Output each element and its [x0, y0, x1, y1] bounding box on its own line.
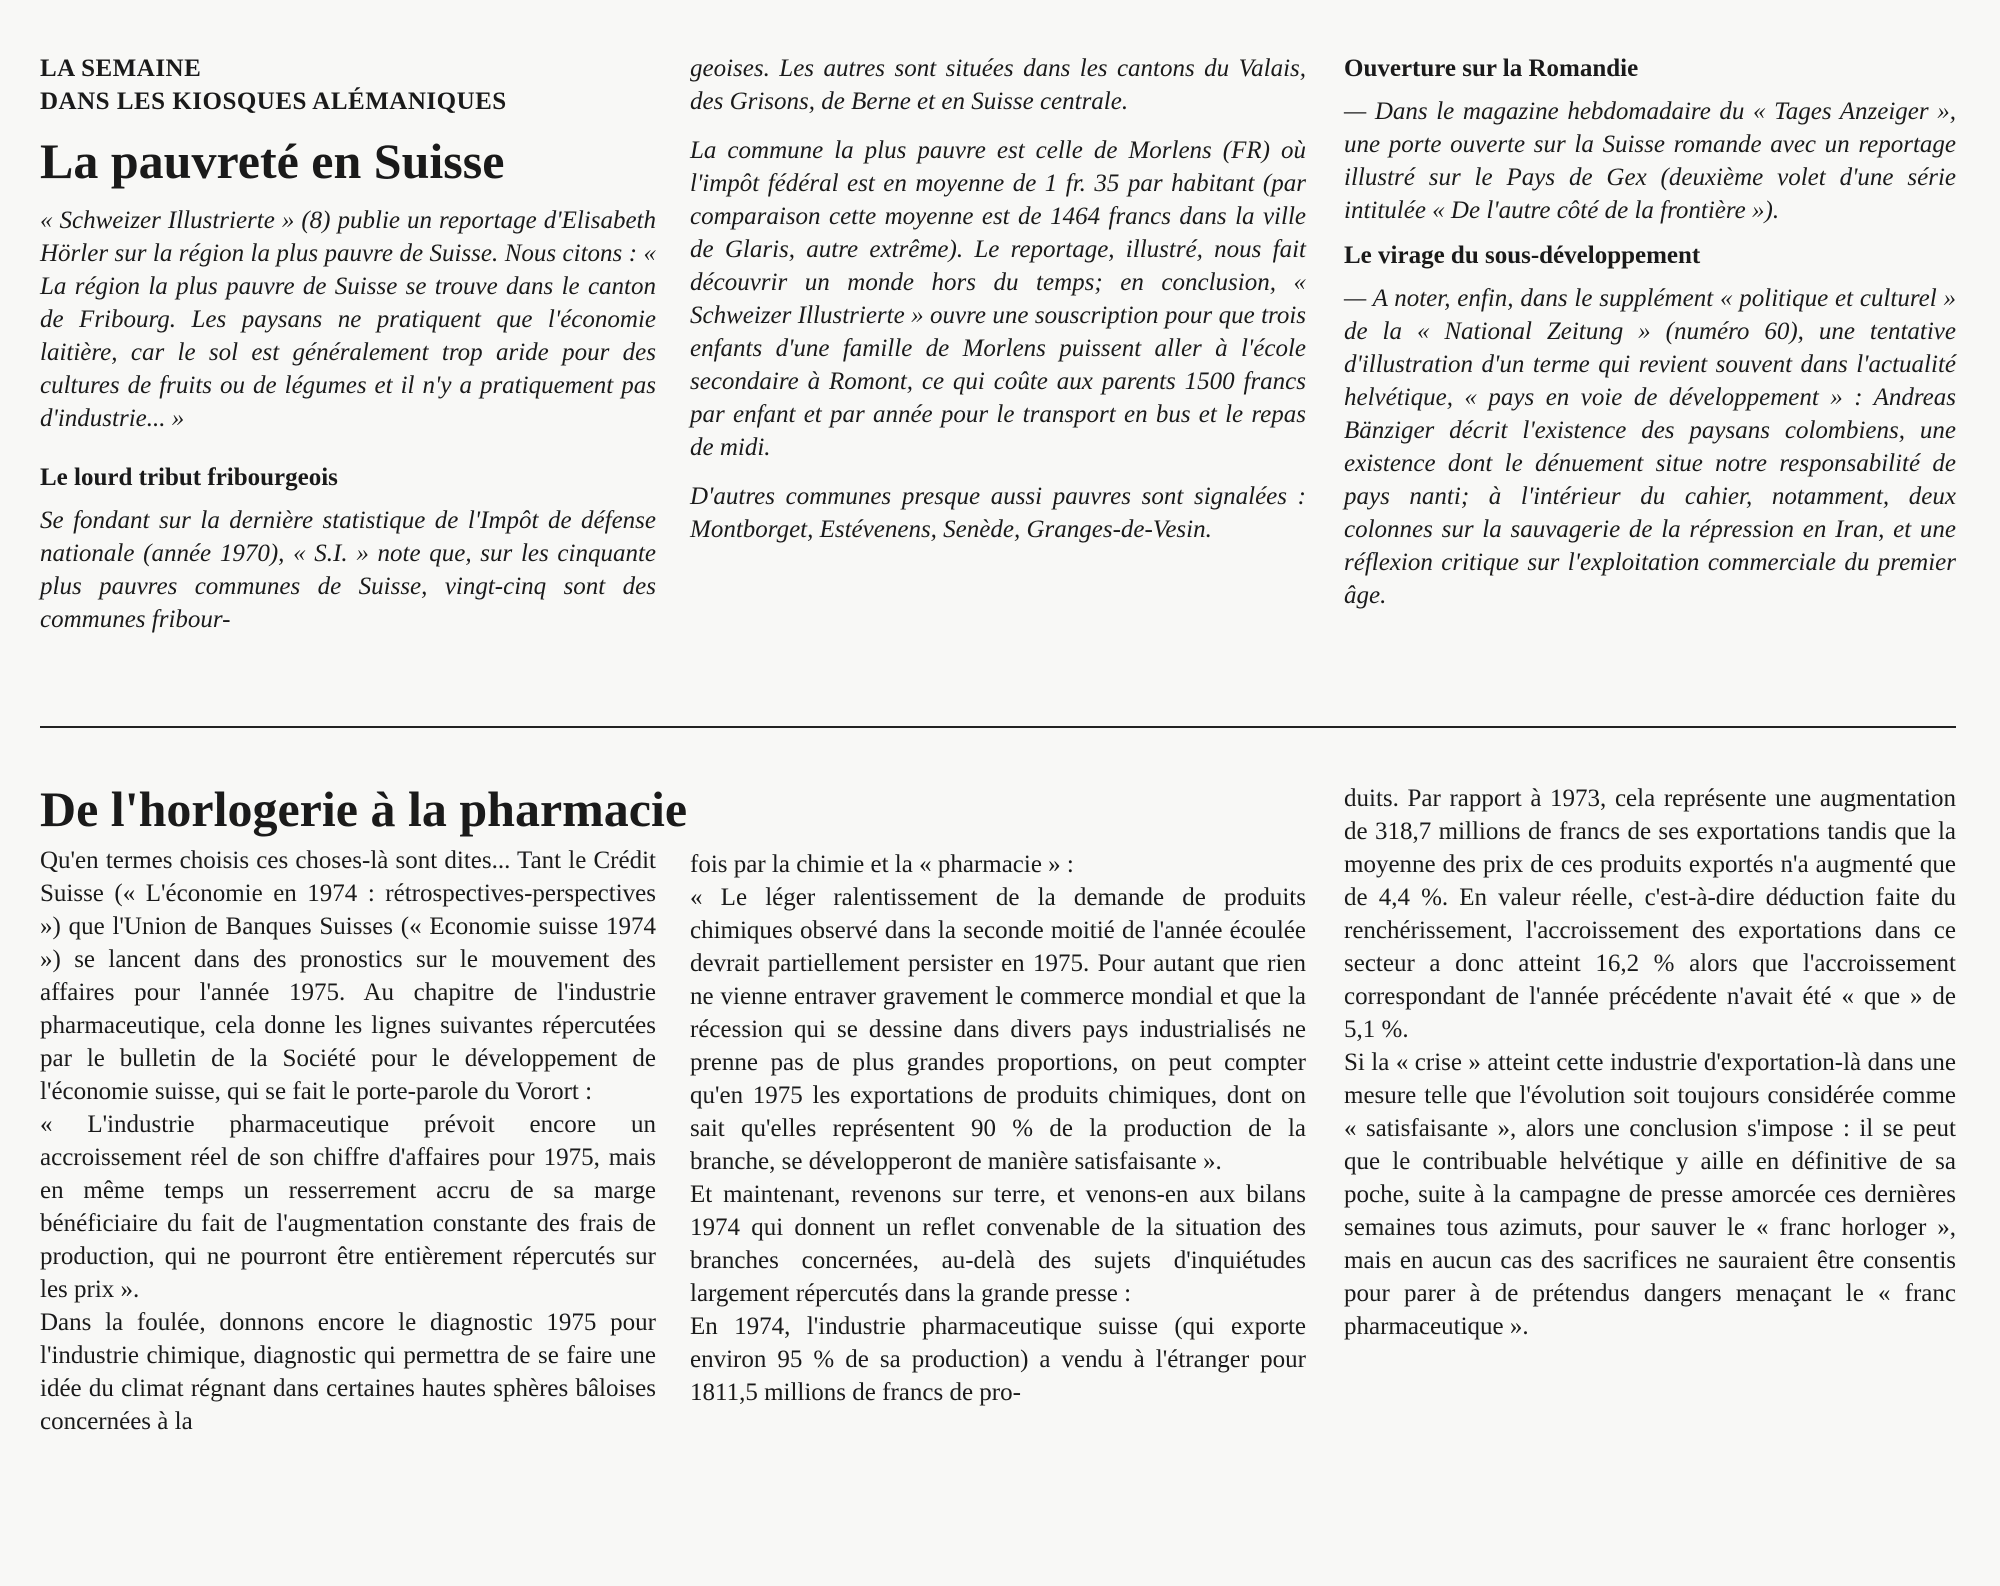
article-2-col3-paragraph-2: Si la « crise » atteint cette industrie d'exportation-là dans une mesure telle que l'évolution soit toujours considérée comme « satisfaisante », alors une conclusion s'impose : il se peut que le contribuable helvétique y aille en définitive de sa poche, suite à la campagne de presse amorcée ces dernières semaines tous azimuts, pour sauver le « franc horloger », mais en aucun cas des sacrifices ne sauraient être consentis pour parer à de prétendus dangers menaçant le « franc pharmaceutique ». — [1344, 1049, 1956, 1340]
article-2-col1-paragraph-2: « L'industrie pharmaceutique prévoit encore un accroissement réel de son chiffre d'affaires pour 1975, mais en même temps un resserrement accru de sa marge bénéficiaire du fait de l'augmentation constante des frais de production, qui ne pourront être entièrement répercutés sur les prix ». — [40, 1111, 656, 1303]
article-1-paragraph-1: Se fondant sur la dernière statistique de l'Impôt de défense nationale (année 1970), « S.I. » note que, sur les cinquante plus pauvres communes de Suisse, vingt-cinq sont des communes fribour- — [40, 507, 656, 633]
section-divider — [40, 726, 1956, 728]
subhead-romandie: Ouverture sur la Romandie — [1344, 55, 1639, 82]
article-2-col1-paragraph-1: Qu'en termes choisis ces choses-là sont dites... Tant le Crédit Suisse (« L'économie en 1974 : rétrospectives-perspectives ») que l'Union de Banques Suisses (« Economie suisse 1974 ») se lancent dans des pronostics sur le mouvement des affaires pour l'année 1975. Au chapitre de l'industrie pharmaceutique, cela donne les lignes suivantes répercutées par le bulletin de la Société pour le développement de l'économie suisse, qui se fait le porte-parole du Vorort : — [40, 847, 656, 1105]
top-column-3 — [1344, 52, 1956, 612]
article-1-paragraph-1-continued: geoises. Les autres sont situées dans les cantons du Valais, des Grisons, de Berne et en Suisse centrale. — [690, 55, 1306, 115]
article-1-title: La pauvreté en Suisse — [40, 133, 505, 189]
article-2-col2-paragraph-3: Et maintenant, revenons sur terre, et venons-en aux bilans 1974 qui donnent un reflet convenable de la situation des branches concernées, au-delà des sujets d'inquiétudes largement répercutés dans la grande presse : — [690, 1181, 1306, 1307]
article-1-paragraph-3: D'autres communes presque aussi pauvres sont signalées : Montborget, Estévenens, Senède, Granges-de-Vesin. — [690, 483, 1306, 543]
article-2-col2-paragraph-2: « Le léger ralentissement de la demande de produits chimiques observé dans la seconde moitié de l'année écoulée devrait partiellement persister en 1975. Pour autant que rien ne vienne entraver gravement le commerce mondial et que la récession qui se dessine dans divers pays industrialisés ne prenne pas de plus grandes proportions, on peut compter qu'en 1975 les exportations de produits chimiques, dont on sait qu'elles représentent 90 % de la production de la branche, se développeront de manière satisfaisante ». — [690, 884, 1306, 1175]
article-2-col2-paragraph-4: En 1974, l'industrie pharmaceutique suisse (qui exporte environ 95 % de sa production) a vendu à l'étranger pour 1811,5 millions de francs de pro- — [690, 1313, 1306, 1406]
article-2-col1-paragraph-3: Dans la foulée, donnons encore le diagnostic 1975 pour l'industrie chimique, diagnostic qui permettra de se faire une idée du climat régnant dans certaines hautes sphères bâloises concernées à la — [40, 1309, 656, 1435]
subhead-fribourg: Le lourd tribut fribourgeois — [40, 464, 338, 491]
top-column-2 — [690, 52, 1306, 546]
kicker-line-1: LA SEMAINE — [40, 55, 202, 82]
article-2-col2-paragraph-1: fois par la chimie et la « pharmacie » : — [690, 851, 1074, 878]
top-column-1 — [40, 52, 656, 636]
article-1-intro: « Schweizer Illustrierte » (8) publie un reportage d'Elisabeth Hörler sur la région la plus pauvre de Suisse. Nous citons : « La région la plus pauvre de Suisse se trouve dans le canton de Fribourg. Les paysans ne pratiquent que l'économie laitière, car le sol est généralement trop aride pour des cultures de fruits ou de légumes et il n'y a pratiquement pas d'industrie... » — [40, 207, 656, 432]
bottom-column-3 — [1344, 782, 1956, 1343]
kicker-line-2: DANS LES KIOSQUES ALÉMANIQUES — [40, 88, 507, 115]
article-2-title: De l'horlogerie à la pharmacie — [40, 781, 688, 837]
subhead-sous-developpement: Le virage du sous-développement — [1344, 242, 1701, 269]
article-1-paragraph-4: — Dans le magazine hebdomadaire du « Tages Anzeiger », une porte ouverte sur la Suisse romande avec un reportage illustré sur le Pays de Gex (deuxième volet d'une série intitulée « De l'autre côté de la frontière »). — [1344, 98, 1956, 224]
bottom-column-1 — [40, 780, 688, 1438]
article-1-paragraph-5: — A noter, enfin, dans le supplément « politique et culturel » de la « National Zeitung » (numéro 60), une tentative d'illustration d'un terme qui revient souvent dans l'actualité helvétique, « pays en voie de développement » : Andreas Bänziger décrit l'existence des paysans colombiens, une existence dont le dénuement situe notre responsabilité de pays nanti; à l'intérieur du cahier, notamment, deux colonnes sur la sauvagerie de la répression en Iran, et une réflexion critique sur l'exploitation commerciale du premier âge. — [1344, 285, 1956, 609]
bottom-column-2 — [690, 848, 1306, 1409]
article-1-paragraph-2: La commune la plus pauvre est celle de Morlens (FR) où l'impôt fédéral est en moyenne de 1 fr. 35 par habitant (par comparaison cette moyenne est de 1464 francs dans la ville de Glaris, autre extrême). Le reportage, illustré, nous fait découvrir un monde hors du temps; en conclusion, « Schweizer Illustrierte » ouvre une souscription pour que trois enfants d'une famille de Morlens puissent aller à l'école secondaire à Romont, ce qui coûte aux parents 1500 francs par enfant et par année pour le transport en bus et le repas de midi. — [690, 137, 1306, 461]
article-2-col3-paragraph-1: duits. Par rapport à 1973, cela représente une augmentation de 318,7 millions de francs de ses exportations tandis que la moyenne des prix de ces produits exportés n'a augmenté que de 4,4 %. En valeur réelle, c'est-à-dire déduction faite du renchérissement, l'accroissement des exportations dans ce secteur a donc atteint 16,2 % alors que l'accroissement correspondant de l'année précédente n'avait été « que » de 5,1 %. — [1344, 785, 1956, 1043]
